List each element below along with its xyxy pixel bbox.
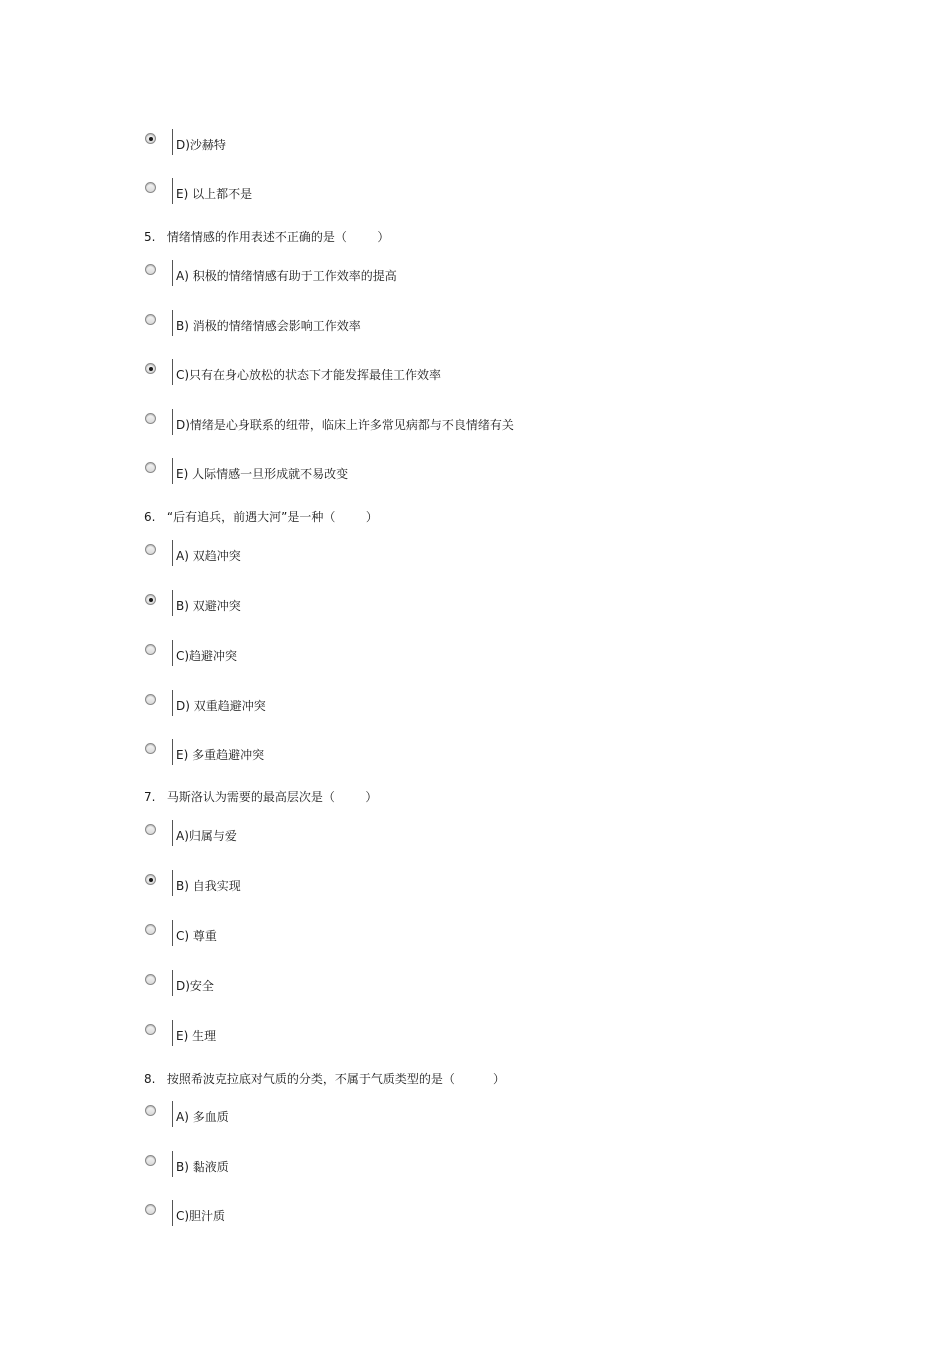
option-label: D)情绪是心身联系的纽带，临床上许多常见病都与不良情绪有关 [176,418,514,432]
q8-option-a[interactable] [144,1105,744,1131]
option-divider [172,820,173,846]
option-label: B) 自我实现 [176,879,241,893]
option-divider [172,1200,173,1226]
radio-button-q4-e[interactable] [145,182,156,193]
radio-button-q7-e[interactable] [145,1024,156,1035]
option-divider [172,690,173,716]
radio-button-q6-d[interactable] [145,694,156,705]
option-label: A)归属与爱 [176,829,237,843]
option-divider [172,920,173,946]
question-6-title: 6. “后有追兵，前遇大河”是一种（ ） [144,510,378,524]
radio-button-q5-e[interactable] [145,462,156,473]
radio-button-q8-a[interactable] [145,1105,156,1116]
option-divider [172,178,173,204]
option-divider [172,1101,173,1127]
q5-option-e[interactable] [144,462,744,488]
option-divider [172,260,173,286]
option-divider [172,540,173,566]
q7-option-c[interactable] [144,924,744,950]
q5-option-c[interactable] [144,363,744,389]
radio-button-q7-d[interactable] [145,974,156,985]
radio-button-q8-c[interactable] [145,1204,156,1215]
option-label: A) 积极的情绪情感有助于工作效率的提高 [176,269,397,283]
q7-option-d[interactable] [144,974,744,1000]
option-label: C)胆汁质 [176,1209,226,1223]
q4-option-d[interactable] [144,133,744,159]
option-label: E) 以上都不是 [176,187,253,201]
q7-option-b[interactable] [144,874,744,900]
q5-option-a[interactable] [144,264,744,290]
radio-button-q6-c[interactable] [145,644,156,655]
radio-button-q5-d[interactable] [145,413,156,424]
radio-button-q5-c[interactable] [145,363,156,374]
radio-button-q5-a[interactable] [145,264,156,275]
option-divider [172,129,173,155]
radio-button-q6-b[interactable] [145,594,156,605]
q7-option-e[interactable] [144,1024,744,1050]
option-label: D)安全 [176,979,214,993]
option-divider [172,870,173,896]
option-label: D)沙赫特 [176,138,226,152]
option-label: E) 生理 [176,1029,217,1043]
option-divider [172,1151,173,1177]
q6-option-c[interactable] [144,644,744,670]
q5-option-b[interactable] [144,314,744,340]
option-label: C) 尊重 [176,929,217,943]
question-8-title: 8. 按照希波克拉底对气质的分类，不属于气质类型的是（ ） [144,1072,506,1086]
option-divider [172,359,173,385]
option-divider [172,739,173,765]
option-label: B) 消极的情绪情感会影响工作效率 [176,319,361,333]
radio-button-q5-b[interactable] [145,314,156,325]
option-divider [172,458,173,484]
radio-button-q7-c[interactable] [145,924,156,935]
option-label: D) 双重趋避冲突 [176,699,266,713]
option-divider [172,310,173,336]
q6-option-a[interactable] [144,544,744,570]
option-label: B) 黏液质 [176,1160,229,1174]
radio-button-q7-b[interactable] [145,874,156,885]
option-label: B) 双避冲突 [176,599,241,613]
q5-option-d[interactable] [144,413,744,439]
radio-button-q4-d[interactable] [145,133,156,144]
option-label: C)只有在身心放松的状态下才能发挥最佳工作效率 [176,368,442,382]
option-label: E) 人际情感一旦形成就不易改变 [176,467,349,481]
option-label: E) 多重趋避冲突 [176,748,265,762]
q7-option-a[interactable] [144,824,744,850]
option-divider [172,1020,173,1046]
option-label: A) 多血质 [176,1110,229,1124]
q8-option-c[interactable] [144,1204,744,1230]
question-5-title: 5. 情绪情感的作用表述不正确的是（ ） [144,230,390,244]
q6-option-b[interactable] [144,594,744,620]
option-divider [172,640,173,666]
option-label: A) 双趋冲突 [176,549,241,563]
option-label: C)趋避冲突 [176,649,238,663]
q6-option-d[interactable] [144,694,744,720]
q8-option-b[interactable] [144,1155,744,1181]
option-divider [172,970,173,996]
option-divider [172,590,173,616]
option-divider [172,409,173,435]
q6-option-e[interactable] [144,743,744,769]
question-7-title: 7. 马斯洛认为需要的最高层次是（ ） [144,790,378,804]
radio-button-q6-a[interactable] [145,544,156,555]
q4-option-e[interactable] [144,182,744,208]
radio-button-q7-a[interactable] [145,824,156,835]
radio-button-q6-e[interactable] [145,743,156,754]
radio-button-q8-b[interactable] [145,1155,156,1166]
